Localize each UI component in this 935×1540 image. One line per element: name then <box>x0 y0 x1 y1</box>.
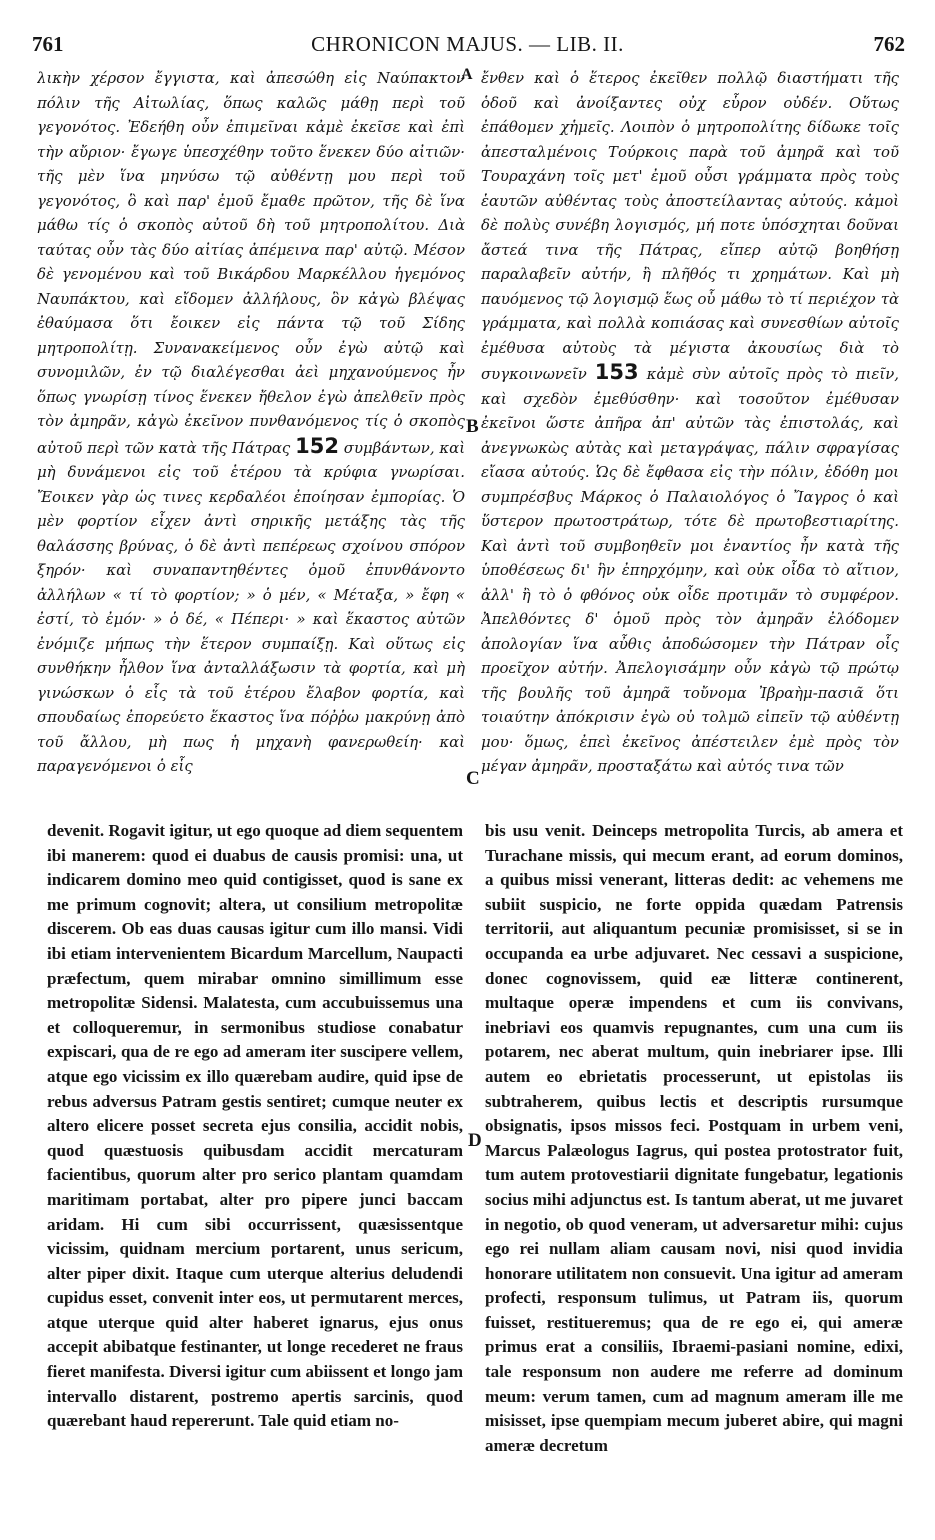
page-number-right: 762 <box>873 32 905 56</box>
running-header <box>30 32 905 62</box>
section-marker-a: A <box>461 66 473 83</box>
section-marker-b: B <box>466 416 479 437</box>
latin-text-right: bis usu venit. Deinceps metropolita Turcis, ab amera et Turachane missis, qui mecum erant, ad eorum dominos, a quibus missi venerant, litteras dedit: ac vehemens me subiit suspicio, ne forte oppida quædam Patrensis territorii, aut aliquantum pecuniæ promisisset, si se in occupanda ea urbe adjuvaret. Nec cessavi a suspicione, donec cognovissem, quid eæ litteræ continerent, multaque operæ impendens et cum iis convivans, inebriavi eos quamvis repugnantes, cum una cum iis potarem, nec aberat multum, quin inebriarer ipse. Illi autem eo ebrietatis processerunt, ut epistolas iis subtraherem, quibus lectis et descriptis rursumque obsignatis, ipsos missos feci. Postquam in urbem veni, Marcus Palæologus Iagrus, qui postea protostrator fuit, tum autem protovestiarii dignitate fungebatur, legationis socius mihi adjunctus est. Is tantum aberat, ut me juvaret in negotio, ob quod veneram, ut adversaretur mihi: cujus ego rei nullam aliam causam novi, nisi quod invidia honorare utilitatem non consuevit. Una igitur ad ameram profecti, responsum tulimus, ut Patram iis, quorum fuisset, restitueremus; qua de re ego ei, qui ameræ primus erat a consiliis, Ibraemi-pasiani nomine, edixi, tale responsum non audere me referre ad dominum meum: verum tamen, cum ad magnum ameram ille me misisset, ipse quempiam mecum juberet abire, qui magni ameræ decretum <box>485 821 903 1455</box>
greek-text-right-1: ἔνθεν καὶ ὁ ἕτερος ἐκεῖθεν πολλῷ διαστήματι τῆς ὁδοῦ καὶ ἀνοίξαντες οὐχ εὗρον οὐδέν. Οὕτως ἐπάθομεν χἡμεῖς. Λοιπὸν ὁ μητροπολίτης δίδωκε τοῖς ἀπεσταλμένοις Τούρκοις παρὰ τοῦ ἀμηρᾶ καὶ τοῦ Τουραχάνη τοῖς μετ' ἐμοῦ οὖσι γράμματα πρὸς τοὺς ἑαυτῶν αὐθέντας τοὺς ἀποστείλαντας αὐτούς. κἀμοὶ δὲ πολὺς συνέβη λογισμός, μή ποτε ὑπόσχηται δοῦναι ἄστεά τινα τῆς Πάτρας, εἴπερ αὐτῷ βοηθήσῃ παραλαβεῖν αὐτήν, ἢ πλῆθός τι χρημάτων. Καὶ μὴ παυόμενος τῷ λογισμῷ ἕως οὗ μάθω τὸ τί περιέχον τὰ γράμματα, καὶ πολλὰ κοπιάσας καὶ συνεσθίων αὐτοῖς ἐμέθυσα αὐτοὺς τὰ μέγιστα ἀκουσίως διὰ τὸ συγκοινωνεῖν <box>481 69 899 383</box>
greek-text-left-1: λικὴν χέρσον ἔγγιστα, καὶ ἀπεσώθη εἰς Ναύπακτον πόλιν τῆς Αἰτωλίας, ὅπως καλῶς μάθῃ περὶ τοῦ γεγονότος. Ἐδεήθη οὖν ἐπιμεῖναι κἀμὲ ἐκεῖσε καὶ ἐπὶ τὴν αὔριον· ἔγωγε ὑπεσχέθην τοῦτο ἕνεκεν δύο αἰτιῶν· τῆς μὲν ἵνα μηνύσω τῷ αὐθέντῃ μου περὶ τοῦ γεγονότος, ὃ καὶ παρ' ἐμοῦ ἔμαθε πρῶτον, τῆς δὲ ἵνα μάθω τίς ὁ σκοπὸς αὐτοῦ δὴ τοῦ μητροπολίτου. Διὰ ταύτας οὖν τὰς δύο αἰτίας ἀπέμεινα παρ' αὐτῷ. Μέσον δὲ γενομένου καὶ τοῦ Βικάρδου Μαρκέλλου ἡγεμόνος Ναυπάκτου, καὶ εἴδομεν ἀλλήλους, ὃν κἀγὼ βλέψας ἐθαύμασα ὅτι ἔοικεν εἰς πάντα τῷ τοῦ Σίδης μητροπολίτῃ. Συνανακείμενος οὖν ἐγὼ αὐτῷ καὶ συνομιλῶν, ἐν τῷ διαλέγεσθαι ἀεὶ μηχανούμενος ἦν ὅπως γνωρίσῃ τίνος ἕνεκεν ἤθελον ἐγὼ ἀπελθεῖν πρὸς τὸν ἀμηρᾶν, κἀγὼ ἐκεῖνον πυνθανόμενος τίς ὁ σκοπὸς αὐτοῦ περὶ τῶν κατὰ τῆς Πάτρας <box>37 69 465 457</box>
greek-text-left-2: συμβάντων, καὶ μὴ δυνάμενοι εἰς τοῦ ἑτέρου τὰ κρύφια γνωρίσαι. Ἔοικεν γὰρ ὡς τινες κερδαλέοι ἐποίησαν ἐμπορίας. Ὁ μὲν φορτίον εἶχεν ἀντὶ σηρικῆς μετάξης τὰς τῆς θαλάσσης βρύνας, ὁ δὲ ἀντὶ πεπέρεως σχοίνου σπόρον ξηρόν· καὶ συναπαντηθέντες ὁμοῦ ἐπυνθάνοντο ἀλλήλων « τί τὸ φορτίον; » ὁ μέν, « Μέταξα, » ἔφη « ἐστί, τὸ ἐμόν· » ὁ δέ, « Πέπερι· » καὶ ἕκαστος αὐτῶν ἐνόμιζε μήπως τὴν ἕτερον συμπαίξῃ. Καὶ οὕτως εἰς συνθήκην ἦλθον ἵνα ἀνταλλάξωσιν τὰ φορτία, καὶ μὴ γινώσκων ὁ εἷς τὰ τοῦ ἑτέρου ἔλαβον φορτία, καὶ σπουδαίως ἐπορεύετο ἕκαστος ἵνα πόῤῥω μακρύνῃ ἀπὸ τοῦ ἄλλου, μὴ πως ἡ μηχανὴ φανερωθείη· καὶ παραγενόμενοι ὁ εἷς <box>37 438 465 775</box>
greek-paragraph <box>37 66 465 779</box>
margin-number-152: 152 <box>295 433 339 458</box>
section-marker-c: C <box>466 768 480 789</box>
section-marker-d: D <box>468 1130 482 1151</box>
margin-number-153: 153 <box>594 360 639 384</box>
greek-column-left <box>37 66 465 786</box>
greek-column-right <box>481 66 899 786</box>
latin-text-left: devenit. Rogavit igitur, ut ego quoque ad diem sequentem ibi manerem: quod ei duabus de causis promisi: una, ut indicarem domino meo quid contigisset, quod is sane ex me primum cognovit; altera, ut consilium metropolitæ discerem. Ob eas duas causas igitur cum illo mansi. Vidi ibi etiam intervenientem Bicardum Marcellum, Naupacti præfectum, quem mirabar omnino simillimum esse metropolitæ Sidensi. Malatesta, cum accubuissemus una et colloqueremur, in sermonibus studiose conabatur expiscari, qua de re ego ad ameram iter suscipere vellem, atque ego vicissim ex illo quærebam audire, quid ipse de rebus adversus Patram gestis sentiret; cumque neuter ex altero elicere posset secreta ejus consilia, accidit nobis, quod quæstuosis quibusdam accidit mercaturam facientibus, quorum alter pro serico plantam quamdam maritimam portabat, alter pro pipere junci baccam aridam. Hi cum sibi occurrissent, quæsissentque vicissim, quidnam mercium portarent, unus sericum, alter piper dixit. Itaque cum uterque alterius deludendi cupidus esset, convenit inter eos, ut permutarent merces, atque uterque quid alter haberet ignarus, ejus onus accepit abibatque festinanter, ut longe recederet ne fraus fieret manifesta. Diversi igitur cum abiissent et longo jam intervallo distarent, postremo apertis sarcinis, quod quærebant haud repererunt. Tale quid etiam no- <box>47 821 463 1431</box>
greek-text-right-2: κἀμὲ σὺν αὐτοῖς πρὸς τὸ πιεῖν, καὶ σχεδὸν ἐμεθύσθην· καὶ τοσοῦτον ἐμέθυσαν ἐκεῖνοι ὥστε ἀπῆρα ἀπ' αὐτῶν τὰς ἐπιστολάς, καὶ ἀνεγνωκὼς αὐτὰς καὶ μεταγράψας, πάλιν σφραγίσας εἴασα αὐτούς. Ὡς δὲ ἔφθασα εἰς τὴν πόλιν, ἐδόθη μοι συμπρέσβυς Μάρκος ὁ Παλαιολόγος ὁ Ἴαγρος ὁ καὶ ὕστερον πρωτοστράτωρ, τότε δὲ πρωτοβεστιαρίτης. Καὶ ἀντὶ τοῦ συμβοηθεῖν μοι ἐναντίος ἦν κατὰ τῆς ὑποθέσεως δι' ἣν ἐπηρχόμην, καὶ οὐκ οἶδα τὸ αἴτιον, ἀλλ' ἢ τὸ ὁ φθόνος οὐκ οἶδε προτιμᾶν τὸ συμφέρον. Ἀπελθόντες δ' ὁμοῦ πρὸς τὸν ἀμηρᾶν ἐλόδομεν ἀπολογίαν ἵνα αὖθις ἀποδώσομεν τὴν Πάτραν οἷς προεῖχον αὐτήν. Ἀπελογισάμην οὖν κἀγὼ τῷ πρώτῳ τῆς βουλῆς τοῦ ἀμηρᾶ τοὔνομα Ἰβραὴμ-πασιᾶ ὅτι τοιαύτην ἀπόκρισιν ἐγὼ οὐ τολμῶ εἰπεῖν τῷ αὐθέντῃ μου· ὅμως, ἐπεὶ ἐκεῖνος ἀπέστειλεν ἐμὲ πρὸς τὸν μέγαν ἀμηρᾶν, προσταξάτω καὶ αὐτός τινα τῶν <box>481 365 899 775</box>
page-number-left: 761 <box>32 32 64 56</box>
latin-column-right <box>485 819 903 1534</box>
latin-column-left <box>47 819 463 1534</box>
running-title: CHRONICON MAJUS. — LIB. II. <box>311 32 624 56</box>
greek-paragraph <box>481 66 899 779</box>
